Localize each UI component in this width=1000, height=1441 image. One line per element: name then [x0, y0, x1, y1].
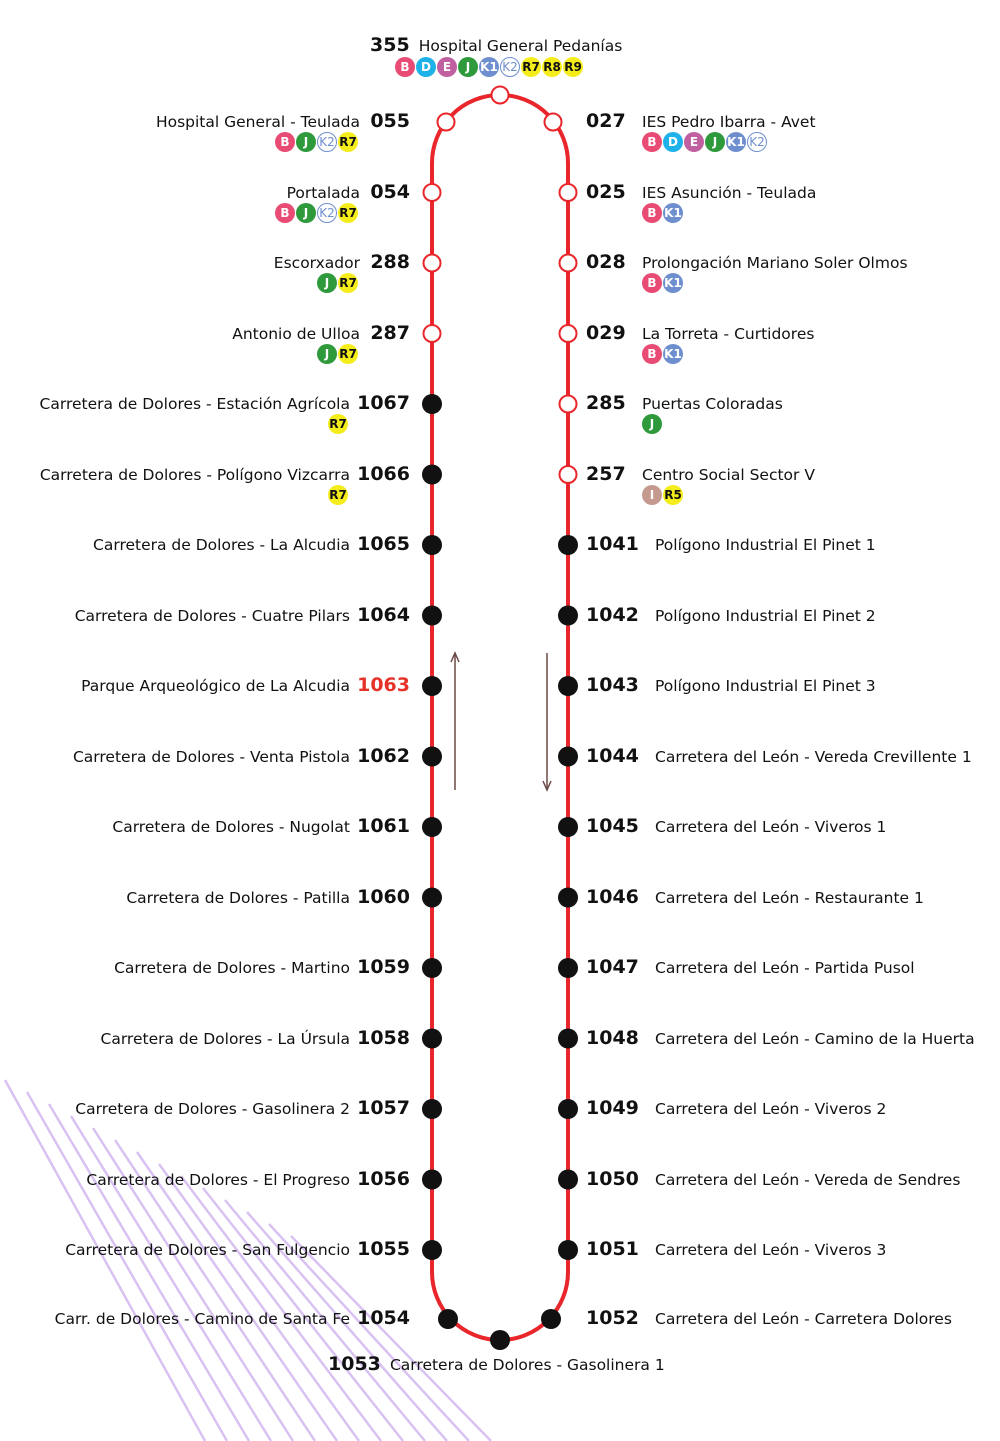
line-badge-j[interactable]: J: [705, 132, 725, 152]
line-badge-b[interactable]: B: [642, 203, 662, 223]
stop-lines: [642, 344, 683, 364]
stop-dot-1051[interactable]: [558, 1240, 578, 1260]
stop-dot-1045[interactable]: [558, 817, 578, 837]
line-badge-d[interactable]: D: [416, 57, 436, 77]
line-badge-b[interactable]: B: [642, 273, 662, 293]
stop-name: IES Asunción - Teulada: [642, 183, 817, 202]
stop-1051[interactable]: [586, 1238, 996, 1266]
stop-1059[interactable]: [0, 956, 410, 984]
stop-number: 1062: [357, 744, 410, 767]
stop-1050[interactable]: [586, 1168, 996, 1196]
line-badge-b[interactable]: B: [642, 344, 662, 364]
stop-1045[interactable]: [586, 815, 996, 843]
stop-dot-1048[interactable]: [558, 1029, 578, 1049]
stop-number: 1060: [357, 885, 410, 908]
stop-dot-1057[interactable]: [422, 1099, 442, 1119]
stop-number: 055: [370, 110, 410, 132]
line-badge-k1[interactable]: K1: [479, 57, 499, 77]
stop-dot-1067[interactable]: [422, 394, 442, 414]
stop-1062[interactable]: [0, 745, 410, 773]
stop-1042[interactable]: [586, 604, 996, 632]
line-badge-e[interactable]: E: [437, 57, 457, 77]
line-badge-r7[interactable]: R7: [521, 57, 541, 77]
stop-lines: [317, 273, 358, 293]
stop-288[interactable]: [0, 251, 410, 290]
line-badge-k2[interactable]: K2: [747, 132, 767, 152]
stop-number: 1065: [357, 533, 410, 555]
stop-name: IES Pedro Ibarra - Avet: [642, 113, 816, 131]
stop-1064[interactable]: [0, 604, 410, 632]
stop-dot-1059[interactable]: [422, 958, 442, 978]
stop-name: Carretera del León - Viveros 3: [655, 1241, 887, 1259]
stop-number: 029: [586, 321, 626, 344]
stop-number: 1047: [586, 956, 639, 978]
stop-025[interactable]: [586, 180, 996, 220]
stop-1066[interactable]: [0, 462, 410, 502]
stop-name: Polígono Industrial El Pinet 1: [655, 536, 876, 554]
stop-dot-1061[interactable]: [422, 817, 442, 837]
stop-number: 1063: [357, 674, 410, 696]
stop-name: Prolongación Mariano Soler Olmos: [642, 254, 908, 272]
line-badge-j[interactable]: J: [296, 203, 316, 223]
stop-1060[interactable]: [0, 886, 410, 914]
stop-lines: [275, 203, 358, 223]
stop-dot-1062[interactable]: [422, 747, 442, 767]
stop-029[interactable]: [586, 321, 996, 361]
stop-number: 1061: [357, 815, 410, 837]
stop-1055[interactable]: [0, 1238, 410, 1266]
stop-lines: [317, 344, 358, 364]
stop-number: 1041: [586, 533, 639, 555]
stop-dot-1066[interactable]: [422, 465, 442, 485]
stop-name: Antonio de Ulloa: [232, 324, 360, 343]
stop-lines: [328, 485, 348, 505]
line-badge-d[interactable]: D: [663, 132, 683, 152]
stop-lines: [275, 132, 358, 152]
stop-name: Carretera de Dolores - La Úrsula: [100, 1029, 350, 1048]
line-badge-r7[interactable]: R7: [328, 485, 348, 505]
stop-027[interactable]: [586, 110, 996, 149]
stop-number: 1048: [586, 1026, 639, 1049]
stop-name: Carretera del León - Vereda Crevillente 1: [655, 747, 972, 766]
stop-dot-1049[interactable]: [558, 1099, 578, 1119]
stop-number: 257: [586, 462, 626, 485]
stop-number: 1049: [586, 1097, 639, 1119]
stop-number: 1045: [586, 815, 639, 837]
stop-dot-1043[interactable]: [558, 676, 578, 696]
line-badge-r7[interactable]: R7: [328, 414, 348, 434]
line-badge-k1[interactable]: K1: [663, 344, 683, 364]
stop-1061[interactable]: [0, 815, 410, 843]
stop-dot-1056[interactable]: [422, 1170, 442, 1190]
stop-dot-1054[interactable]: [438, 1309, 458, 1329]
stop-name: Carretera del León - Viveros 1: [655, 818, 887, 836]
line-badge-r7[interactable]: R7: [338, 132, 358, 152]
stop-name: Carretera de Dolores - Nugolat: [112, 818, 350, 836]
stop-dot-1044[interactable]: [558, 747, 578, 767]
line-badge-j[interactable]: J: [317, 344, 337, 364]
stop-dot-1065[interactable]: [422, 535, 442, 555]
stop-055[interactable]: [0, 110, 410, 149]
stop-number: 1064: [357, 603, 410, 626]
stop-dot-1042[interactable]: [558, 606, 578, 626]
stop-lines: [328, 414, 348, 434]
stop-number: 1053: [328, 1353, 381, 1375]
stop-number: 1067: [357, 392, 410, 414]
line-badge-r7[interactable]: R7: [338, 344, 358, 364]
stop-name: Carretera de Dolores - Gasolinera 1: [389, 1356, 665, 1374]
stop-name: Carretera de Dolores - Venta Pistola: [72, 747, 350, 766]
stop-dot-1052[interactable]: [541, 1309, 561, 1329]
line-badge-k1[interactable]: K1: [663, 203, 683, 223]
stop-1054[interactable]: [0, 1307, 410, 1335]
stop-number: 1057: [357, 1097, 410, 1119]
stop-number: 1056: [357, 1167, 410, 1190]
stop-dot-054[interactable]: [424, 184, 441, 201]
stop-name: Polígono Industrial El Pinet 3: [655, 677, 876, 695]
stop-dot-1058[interactable]: [422, 1029, 442, 1049]
line-badge-k1[interactable]: K1: [726, 132, 746, 152]
line-badge-b[interactable]: B: [275, 203, 295, 223]
stop-name: Carretera del León - Vereda de Sendres: [655, 1170, 961, 1189]
stop-dot-028[interactable]: [560, 255, 577, 272]
stop-lines: [642, 203, 683, 223]
stop-number: 1059: [357, 956, 410, 978]
stop-dot-1047[interactable]: [558, 958, 578, 978]
stop-name: Parque Arqueológico de La Alcudia: [81, 677, 350, 695]
stop-lines: [642, 132, 767, 152]
stop-dot-355[interactable]: [492, 87, 509, 104]
stop-number: 025: [586, 180, 626, 203]
stop-1063[interactable]: [0, 674, 410, 702]
stop-dot-025[interactable]: [560, 184, 577, 201]
line-badge-j[interactable]: J: [296, 132, 316, 152]
stop-name: Carretera de Dolores - La Alcudia: [93, 536, 350, 554]
line-badge-r9[interactable]: R9: [563, 57, 583, 77]
stop-lines: [642, 414, 662, 434]
stop-name: La Torreta - Curtidores: [642, 324, 815, 343]
stop-name: Carretera de Dolores - El Progreso: [86, 1170, 350, 1189]
stop-lines: [642, 273, 683, 293]
stop-dot-287[interactable]: [424, 325, 441, 342]
stop-name: Carretera de Dolores - Martino: [114, 959, 350, 977]
stop-dot-029[interactable]: [560, 325, 577, 342]
stop-number: 1050: [586, 1167, 639, 1190]
line-badge-i[interactable]: I: [642, 485, 662, 505]
stop-name: Carretera de Dolores - San Fulgencio: [65, 1241, 350, 1259]
stop-dot-1064[interactable]: [422, 606, 442, 626]
stop-name: Centro Social Sector V: [642, 465, 815, 484]
stop-name: Hospital General - Teulada: [155, 113, 360, 131]
stop-number: 1042: [586, 603, 639, 626]
stop-name: Carretera de Dolores - Patilla: [126, 888, 350, 907]
line-badge-j[interactable]: J: [458, 57, 478, 77]
line-badge-k2[interactable]: K2: [317, 132, 337, 152]
line-badge-r8[interactable]: R8: [542, 57, 562, 77]
line-badge-j[interactable]: J: [642, 414, 662, 434]
line-badge-j[interactable]: J: [317, 273, 337, 293]
stop-1053[interactable]: [328, 1353, 665, 1375]
top-stop-lines: [395, 57, 583, 77]
stop-name: Carr. de Dolores - Camino de Santa Fe: [54, 1310, 350, 1328]
stop-number: 1044: [586, 744, 639, 767]
stop-1056[interactable]: [0, 1168, 410, 1196]
stop-number: 028: [586, 251, 626, 273]
stop-number: 285: [586, 392, 626, 414]
stop-dot-288[interactable]: [424, 255, 441, 272]
stop-name: Carretera del León - Partida Pusol: [655, 959, 915, 977]
stop-number: 355: [370, 34, 410, 56]
stop-dot-1053[interactable]: [490, 1330, 510, 1350]
line-badge-k2[interactable]: K2: [317, 203, 337, 223]
stop-dot-1060[interactable]: [422, 888, 442, 908]
stop-dot-1046[interactable]: [558, 888, 578, 908]
stop-number: 1046: [586, 885, 639, 908]
stop-dot-1055[interactable]: [422, 1240, 442, 1260]
stop-1047[interactable]: [586, 956, 996, 984]
stop-name: Carretera de Dolores - Polígono Vizcarra: [39, 465, 350, 484]
stop-054[interactable]: [0, 180, 410, 220]
stop-287[interactable]: [0, 321, 410, 361]
line-badge-b[interactable]: B: [395, 57, 415, 77]
stop-name: Carretera del León - Viveros 2: [655, 1100, 887, 1118]
stop-dot-285[interactable]: [560, 396, 577, 413]
stop-1043[interactable]: [586, 674, 996, 702]
stop-dot-1041[interactable]: [558, 535, 578, 555]
stop-028[interactable]: [586, 251, 996, 290]
stop-lines: [642, 485, 683, 505]
stop-name: Carretera del León - Camino de la Huerta: [655, 1029, 975, 1048]
stop-1049[interactable]: [586, 1097, 996, 1125]
stop-name: Puertas Coloradas: [642, 395, 783, 413]
stop-name: Carretera del León - Restaurante 1: [655, 888, 924, 907]
stop-name: Carretera de Dolores - Cuatre Pilars: [74, 606, 350, 625]
line-badge-r7[interactable]: R7: [338, 273, 358, 293]
stop-1067[interactable]: [0, 392, 410, 431]
line-badge-k1[interactable]: K1: [663, 273, 683, 293]
line-badge-k2[interactable]: K2: [500, 57, 520, 77]
stop-number: 1054: [357, 1307, 410, 1329]
stop-1057[interactable]: [0, 1097, 410, 1125]
stop-1058[interactable]: [0, 1027, 410, 1055]
stop-1052[interactable]: [586, 1307, 996, 1335]
stop-name: Carretera de Dolores - Gasolinera 2: [75, 1100, 350, 1118]
stop-number: 1043: [586, 674, 639, 696]
stop-name: Portalada: [286, 183, 360, 202]
stop-number: 027: [586, 110, 626, 132]
stop-name: Polígono Industrial El Pinet 2: [655, 606, 876, 625]
stop-number: 1066: [357, 462, 410, 485]
line-badge-r7[interactable]: R7: [338, 203, 358, 223]
line-badge-b[interactable]: B: [642, 132, 662, 152]
stop-1048[interactable]: [586, 1027, 996, 1055]
stop-355[interactable]: [370, 34, 622, 56]
stop-257[interactable]: [586, 462, 996, 502]
stop-1044[interactable]: [586, 745, 996, 773]
stop-number: 054: [370, 180, 410, 203]
stop-1041[interactable]: [586, 533, 996, 561]
line-badge-e[interactable]: E: [684, 132, 704, 152]
line-badge-r5[interactable]: R5: [663, 485, 683, 505]
stop-name: Escorxador: [273, 254, 360, 272]
stop-dot-1050[interactable]: [558, 1170, 578, 1190]
stop-number: 1058: [357, 1026, 410, 1049]
stop-number: 1052: [586, 1307, 639, 1329]
stop-1065[interactable]: [0, 533, 410, 561]
stop-dot-027[interactable]: [545, 114, 562, 131]
stop-name: Carretera de Dolores - Estación Agrícola: [39, 395, 350, 413]
stop-name: Hospital General Pedanías: [418, 37, 623, 55]
line-badge-b[interactable]: B: [275, 132, 295, 152]
stop-dot-1063[interactable]: [422, 676, 442, 696]
stop-number: 288: [370, 251, 410, 273]
stop-1046[interactable]: [586, 886, 996, 914]
stop-number: 1051: [586, 1238, 639, 1260]
stop-dot-257[interactable]: [560, 466, 577, 483]
stop-dot-055[interactable]: [438, 114, 455, 131]
stop-number: 287: [370, 321, 410, 344]
stop-number: 1055: [357, 1238, 410, 1260]
stop-name: Carretera del León - Carretera Dolores: [655, 1310, 952, 1328]
stop-285[interactable]: [586, 392, 996, 431]
